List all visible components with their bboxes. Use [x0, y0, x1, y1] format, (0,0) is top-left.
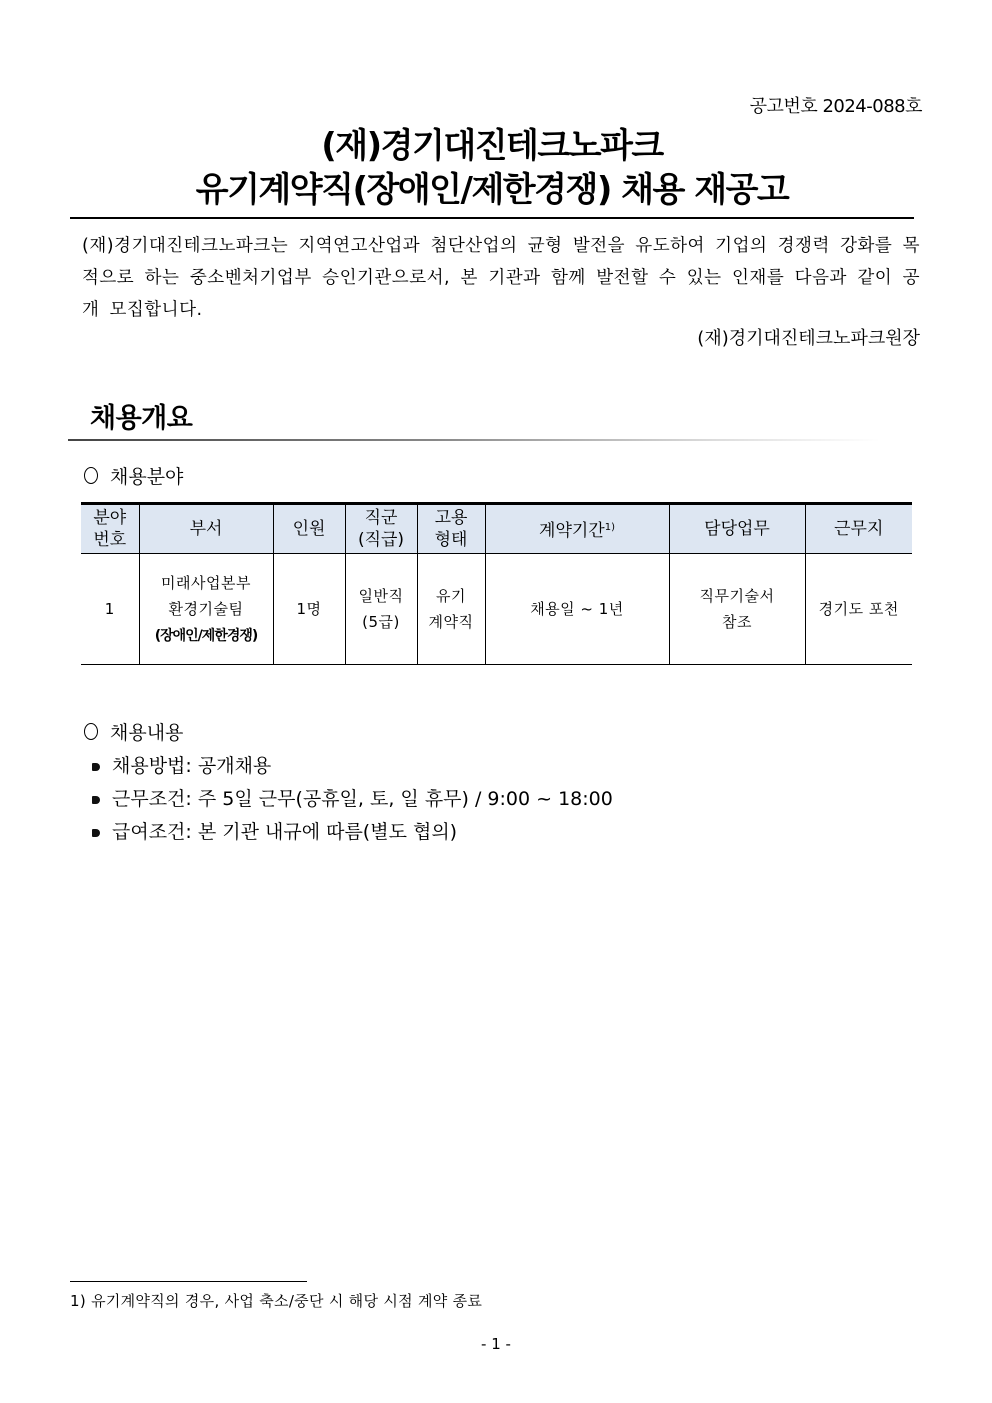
recruit-content-list	[92, 750, 613, 849]
page-number: - 1 -	[481, 1335, 511, 1353]
circle-bullet-icon	[84, 723, 98, 740]
table-row	[81, 554, 912, 665]
signature: (재)경기대진테크노파크원장	[697, 328, 920, 349]
footnote: 1) 유기계약직의 경우, 사업 축소/중단 시 해당 시점 계약 종료	[70, 1292, 483, 1310]
col-header-period: 계약기간$^{1)}$	[485, 504, 669, 554]
col-header-dept: 부서	[139, 504, 273, 554]
cell-duty: 직무기술서 참조	[669, 554, 805, 665]
col-header-no: 분야 번호	[81, 504, 139, 554]
subheading-label: 채용분야	[110, 466, 184, 488]
cell-count: 1명	[273, 554, 345, 665]
recruitment-table	[81, 502, 912, 665]
list-item: 근무조건: 주 5일 근무(공휴일, 토, 일 휴무) / 9:00 ~ 18:00	[92, 783, 613, 816]
col-header-job: 직군 (직급)	[345, 504, 417, 554]
cell-type: 유기 계약직	[417, 554, 485, 665]
circle-bullet-icon	[84, 467, 98, 484]
table-header-row	[81, 504, 912, 554]
notice-number: 공고번호 2024-088호	[749, 96, 922, 117]
footnote-divider	[70, 1281, 307, 1282]
intro-paragraph: (재)경기대진테크노파크는 지역연고산업과 첨단산업의 균형 발전을 유도하여 기업의 경쟁력 강화를 목적으로 하는 중소벤처기업부 승인기관으로서, 본 기관과 함께 발전할 수 있는 인재를 다음과 같이 공개 모집합니다.	[82, 236, 920, 320]
bullet-icon	[92, 796, 100, 804]
cell-period: 채용일 ~ 1년	[485, 554, 669, 665]
cell-dept: 미래사업본부 환경기술팀 (장애인/제한경쟁)	[139, 554, 273, 665]
footnote-ref: 1)	[604, 521, 615, 533]
title-divider	[70, 217, 914, 219]
subheading-recruit-content	[84, 718, 183, 745]
document-title: 유기계약직(장애인/제한경쟁) 채용 재공고	[195, 170, 789, 210]
list-item: 급여조건: 본 기관 내규에 따름(별도 협의)	[92, 816, 613, 849]
col-header-count: 인원	[273, 504, 345, 554]
bullet-icon	[92, 829, 100, 837]
subheading-recruit-field	[84, 462, 183, 489]
cell-no: 1	[81, 554, 139, 665]
document-title-org: (재)경기대진테크노파크	[321, 126, 663, 166]
cell-location: 경기도 포천	[805, 554, 912, 665]
cell-job: 일반직 (5급)	[345, 554, 417, 665]
section-title: 채용개요	[90, 403, 193, 434]
subheading-label: 채용내용	[110, 722, 184, 744]
list-item: 채용방법: 공개채용	[92, 750, 613, 783]
col-header-location: 근무지	[805, 504, 912, 554]
col-header-duty: 담당업무	[669, 504, 805, 554]
col-header-type: 고용 형태	[417, 504, 485, 554]
section-divider	[68, 439, 880, 441]
bullet-icon	[92, 763, 100, 771]
